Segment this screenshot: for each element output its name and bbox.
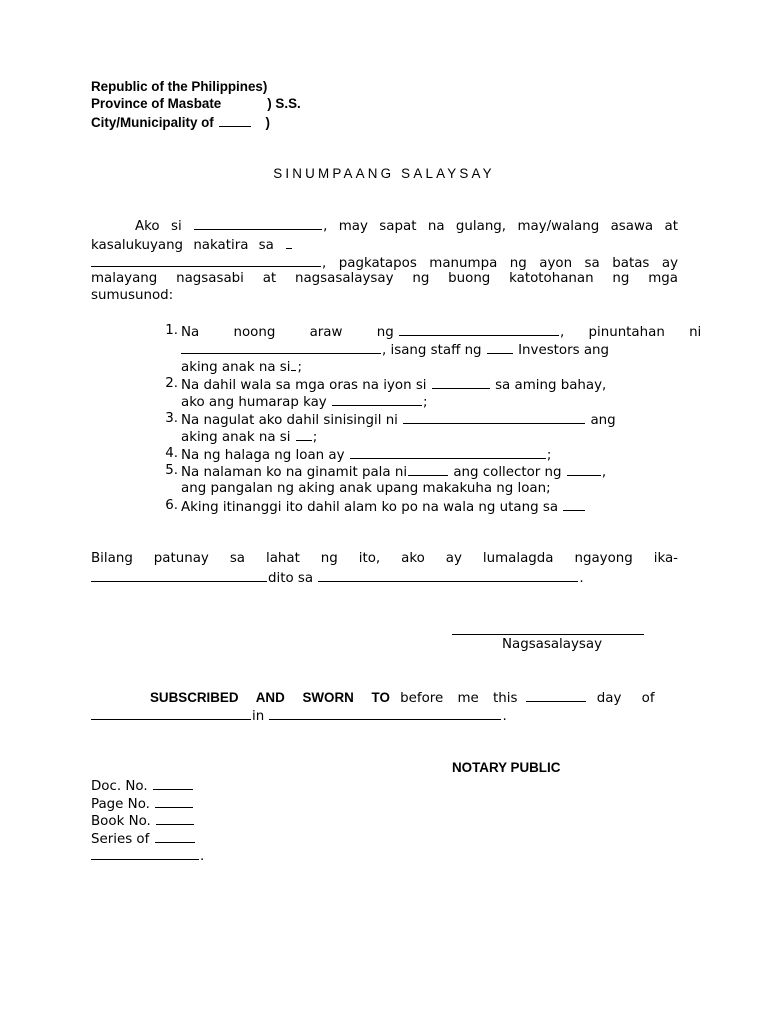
blank-address-b[interactable] [91,253,321,267]
blank-jurat-day[interactable] [526,688,586,702]
header-province [91,95,301,112]
item-2-text-a: Na dahil wala sa mga oras na iyon si [181,378,427,393]
document-title: SINUMPAANG SALAYSAY [273,166,495,181]
item-1-text-c: , isang staff ng [382,343,482,358]
blank-collector-company[interactable] [567,462,601,476]
item-1-text-f: ; [297,360,302,375]
item-3-text-b: ang [590,413,616,428]
item-2-text-c: ako ang humarap kay [181,395,327,410]
header-province-text: Province of Masbate [91,96,222,111]
item-3-text-c: aking anak na si [181,430,291,445]
signature-line[interactable] [452,634,644,635]
blank-faced-person[interactable] [332,392,422,406]
blank-city[interactable] [219,113,251,127]
blank-child-name-1[interactable] [291,357,296,371]
intro-l1-rest: , may sapat na gulang, may/walang asawa at [323,219,678,234]
header-city-close: ) [265,115,270,130]
signature-label: Nagsasalaysay [501,637,603,652]
item-3-text-d: ; [312,430,318,445]
blank-jurat-place[interactable] [269,706,501,720]
item-5-text-c: , [601,465,607,480]
header-city [91,113,270,131]
item-5-number: 5. [165,463,178,478]
item-1-number: 1. [165,323,178,338]
intro-line-5: sumusunod: [91,288,174,303]
item-1-text-e: aking anak na si [181,360,291,375]
jurat-line-2 [91,706,507,725]
item-1-line-1 [181,322,702,341]
item-4-number: 4. [165,446,178,461]
series-label: Series of [91,832,150,847]
item-1-text-d: Investors ang [518,343,610,358]
closing-line-1: Bilang patunay sa lahat ng ito, ako ay lumalagda ngayong ika- [91,551,678,566]
jurat-line-1 [91,688,678,707]
blank-date[interactable] [399,322,559,336]
item-5-text-b: ang collector ng [453,465,562,480]
intro-line-4: malayang nagsasabi at nagsasalaysay ng buong katotohanan ng mga [91,271,678,286]
blank-page-no[interactable] [155,794,193,808]
intro-line-2 [91,235,293,254]
item-2-number: 2. [165,376,178,391]
item-2-text-d: ; [423,395,428,410]
blank-loan-amount[interactable] [350,445,546,459]
series-end-period: . [200,849,205,864]
blank-jurat-month[interactable] [91,706,251,720]
item-6-line-1 [181,497,678,516]
intro-nakatira: kasalukuyang nakatira sa [91,238,274,253]
item-1-text-a: Na noong araw ng [181,325,394,340]
closing-dito-sa: dito sa [268,571,314,586]
blank-series-year[interactable] [91,846,199,860]
jurat-text-a: before me this [400,691,518,706]
page-no-label: Page No. [91,797,150,812]
item-6-number: 6. [165,498,178,513]
blank-collector[interactable] [403,410,585,424]
blank-user[interactable] [408,462,448,476]
jurat-text-d: . [502,709,507,724]
header-city-text: City/Municipality of [91,115,214,130]
book-no-line [91,811,195,830]
item-5-line-2: ang pangalan ng aking anak upang makakuha ng loan; [181,481,551,496]
blank-day[interactable] [91,568,267,582]
blank-place[interactable] [318,568,578,582]
item-6-text-a: Aking itinanggi ito dahil alam ko po na wala ng utang sa [181,500,559,515]
item-3-line-2 [181,427,678,446]
header-ss-text: ) S.S. [267,96,301,111]
item-5-text-a: Na nalaman ko na ginamit pala ni [181,465,408,480]
item-4-text-b: ; [546,448,552,463]
blank-company[interactable] [487,340,513,354]
closing-period: . [579,571,584,586]
jurat-bold-text: SUBSCRIBED AND SWORN TO [150,690,390,705]
item-2-text-b: sa aming bahay, [495,378,607,393]
item-3-number: 3. [165,411,178,426]
item-3-text-a: Na nagulat ako dahil sinisingil ni [181,413,398,428]
intro-line-1 [91,216,678,235]
book-no-label: Book No. [91,814,151,829]
series-year-line [91,846,204,865]
blank-doc-no[interactable] [153,776,193,790]
header-republic-text: Republic of the Philippines) [91,79,268,94]
blank-child-name-2[interactable] [296,427,312,441]
item-2-line-2 [181,392,678,411]
item-5-line-1 [181,462,678,481]
notary-public-label: NOTARY PUBLIC [452,760,561,775]
blank-absent-person[interactable] [432,375,490,389]
header-republic [91,78,267,95]
jurat-text-b: day of [596,691,655,706]
doc-no-label: Doc. No. [91,779,148,794]
blank-book-no[interactable] [156,811,194,825]
item-1-text-b: , pinuntahan ni [559,325,702,340]
intro-l3-rest: , pagkatapos manumpa ng ayon sa batas ay [322,256,678,271]
intro-ako-si: Ako si [135,219,182,234]
blank-creditor[interactable] [563,497,585,511]
item-1-line-3 [181,357,678,376]
blank-series[interactable] [155,829,195,843]
blank-affiant-name[interactable] [194,216,322,230]
jurat-text-c: in [252,709,265,724]
blank-address-a[interactable] [286,235,292,249]
closing-line-2 [91,568,584,587]
item-4-text-a: Na ng halaga ng loan ay [181,448,345,463]
doc-no-line [91,776,194,795]
blank-staff-name[interactable] [181,340,381,354]
